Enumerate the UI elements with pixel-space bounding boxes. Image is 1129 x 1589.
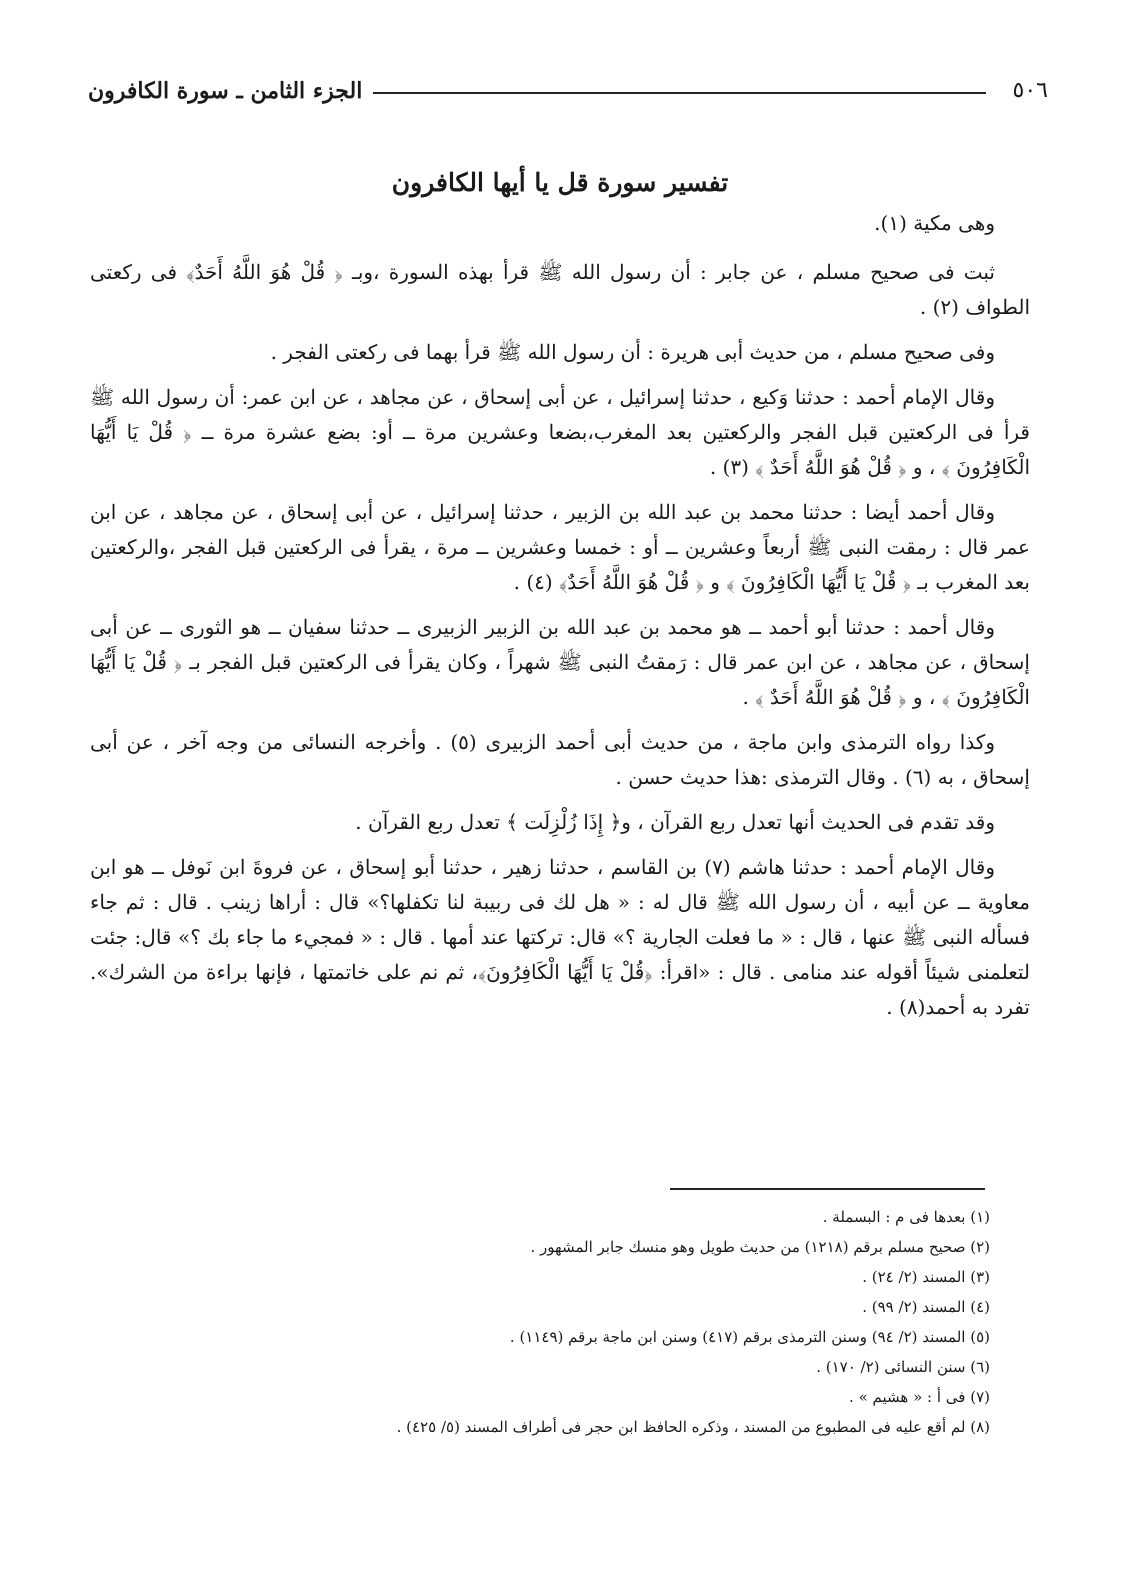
- surah-title: تفسير سورة قل يا أيها الكافرون: [391, 168, 729, 197]
- paragraph-4: وقال الإمام أحمد : حدثنا وَكيع ، حدثنا إسرائيل ، عن أبى إسحاق ، عن مجاهد ، عن ابن عمر: أن رسول الله ﷺ قرأ فى الركعتين قبل الفجر والركعتين بعد المغرب،بضعا وعشرين مرة ــ أو: بضع عشرة مرة ــ ﴿ قُلْ يَا أَيُّهَا الْكَافِرُونَ ﴾ ، و ﴿ قُلْ هُوَ اللَّهُ أَحَدٌ ﴾ (٣) .: [90, 385, 1030, 479]
- page-number: ٥٠٦: [1012, 78, 1048, 103]
- running-header: [88, 78, 1048, 108]
- paragraph-8: وقد تقدم فى الحديث أنها تعدل ربع القرآن ، و﴿ إِذَا زُلْزِلَت ﴾ تعدل ربع القرآن .: [355, 810, 995, 834]
- running-title: الجزء الثامن ـ سورة الكافرون: [88, 78, 363, 104]
- footnote-8: (٨) لم أقع عليه فى المطبوع من المسند ، وذكره الحافظ ابن حجر فى أطراف المسند (٥/ ٤٢٥) .: [396, 1418, 990, 1436]
- header-rule: [373, 92, 986, 94]
- paragraph-5: وقال أحمد أيضا : حدثنا محمد بن عبد الله بن الزبير ، حدثنا إسرائيل ، عن أبى إسحاق ، عن مجاهد ، عن ابن عمر قال : رمقت النبى ﷺ أربعاً وعشرين ــ أو : خمسا وعشرين ــ مرة ، يقرأ فى الركعتين قبل الفجر ،والركعتين بعد المغرب بـ ﴿ قُلْ يَا أَيُّهَا الْكَافِرُونَ ﴾ و ﴿ قُلْ هُوَ اللَّهُ أَحَدٌ﴾ (٤) .: [90, 500, 1030, 594]
- paragraph-9: وقال الإمام أحمد : حدثنا هاشم (٧) بن القاسم ، حدثنا زهير ، حدثنا أبو إسحاق ، عن فروةَ ابن نَوفل ــ هو ابن معاوية ــ عن أبيه ، أن رسول الله ﷺ قال له : « هل لك فى ربيبة لنا تكفلها؟» قال : أراها زينب . قال : ثم جاء فسأله النبى ﷺ عنها ، قال : « ما فعلت الجارية ؟» قال: تركتها عند أمها . قال : « فمجيء ما جاء بك ؟» قال: جئت لتعلمنى شيئاً أقوله عند منامى . قال : «اقرأ: ﴿قُلْ يَا أَيُّهَا الْكَافِرُونَ﴾، ثم نم على خاتمتها ، فإنها براءة من الشرك». تفرد به أحمد(٨) .: [90, 855, 1030, 1019]
- paragraph-7: وكذا رواه الترمذى وابن ماجة ، من حديث أبى أحمد الزبيرى (٥) . وأخرجه النسائى من وجه آخر ، عن أبى إسحاق ، به (٦) . وقال الترمذى :هذا حديث حسن .: [90, 730, 1030, 789]
- footnote-5: (٥) المسند (٢/ ٩٤) وسنن الترمذى برقم (٤١٧) وسنن ابن ماجة برقم (١١٤٩) .: [509, 1328, 990, 1346]
- main-text: [90, 165, 1030, 1035]
- footnote-4: (٤) المسند (٢/ ٩٩) .: [862, 1298, 990, 1316]
- footnote-6: (٦) سنن النسائى (٢/ ١٧٠) .: [816, 1358, 990, 1376]
- paragraph-6: وقال أحمد : حدثنا أبو أحمد ــ هو محمد بن عبد الله بن الزبير الزبيرى ــ حدثنا سفيان ــ هو الثورى ــ عن أبى إسحاق ، عن مجاهد ، عن ابن عمر قال : رَمقتُ النبى ﷺ شهراً ، وكان يقرأ فى الركعتين قبل الفجر بـ ﴿ قُلْ يَا أَيُّهَا الْكَافِرُونَ ﴾ ، و ﴿ قُلْ هُوَ اللَّهُ أَحَدٌ ﴾ .: [90, 615, 1030, 709]
- paragraph-1: وهى مكية (١).: [874, 211, 995, 235]
- paragraph-3: وفى صحيح مسلم ، من حديث أبى هريرة : أن رسول الله ﷺ قرأ بهما فى ركعتى الفجر .: [270, 340, 995, 364]
- footnotes: [200, 1202, 990, 1442]
- footnote-7: (٧) فى أ : « هشيم » .: [849, 1388, 990, 1406]
- footnote-divider: [670, 1188, 985, 1190]
- footnote-2: (٢) صحيح مسلم برقم (١٢١٨) من حديث طويل وهو منسك جابر المشهور .: [530, 1238, 990, 1256]
- footnote-1: (١) بعدها فى م : البسملة .: [822, 1208, 990, 1226]
- paragraph-2: ثبت فى صحيح مسلم ، عن جابر : أن رسول الله ﷺ قرأ بهذه السورة ،وبـ ﴿ قُلْ هُوَ اللَّهُ أَحَدٌ﴾ فى ركعتى الطواف (٢) .: [90, 260, 1030, 319]
- footnote-3: (٣) المسند (٢/ ٢٤) .: [862, 1268, 990, 1286]
